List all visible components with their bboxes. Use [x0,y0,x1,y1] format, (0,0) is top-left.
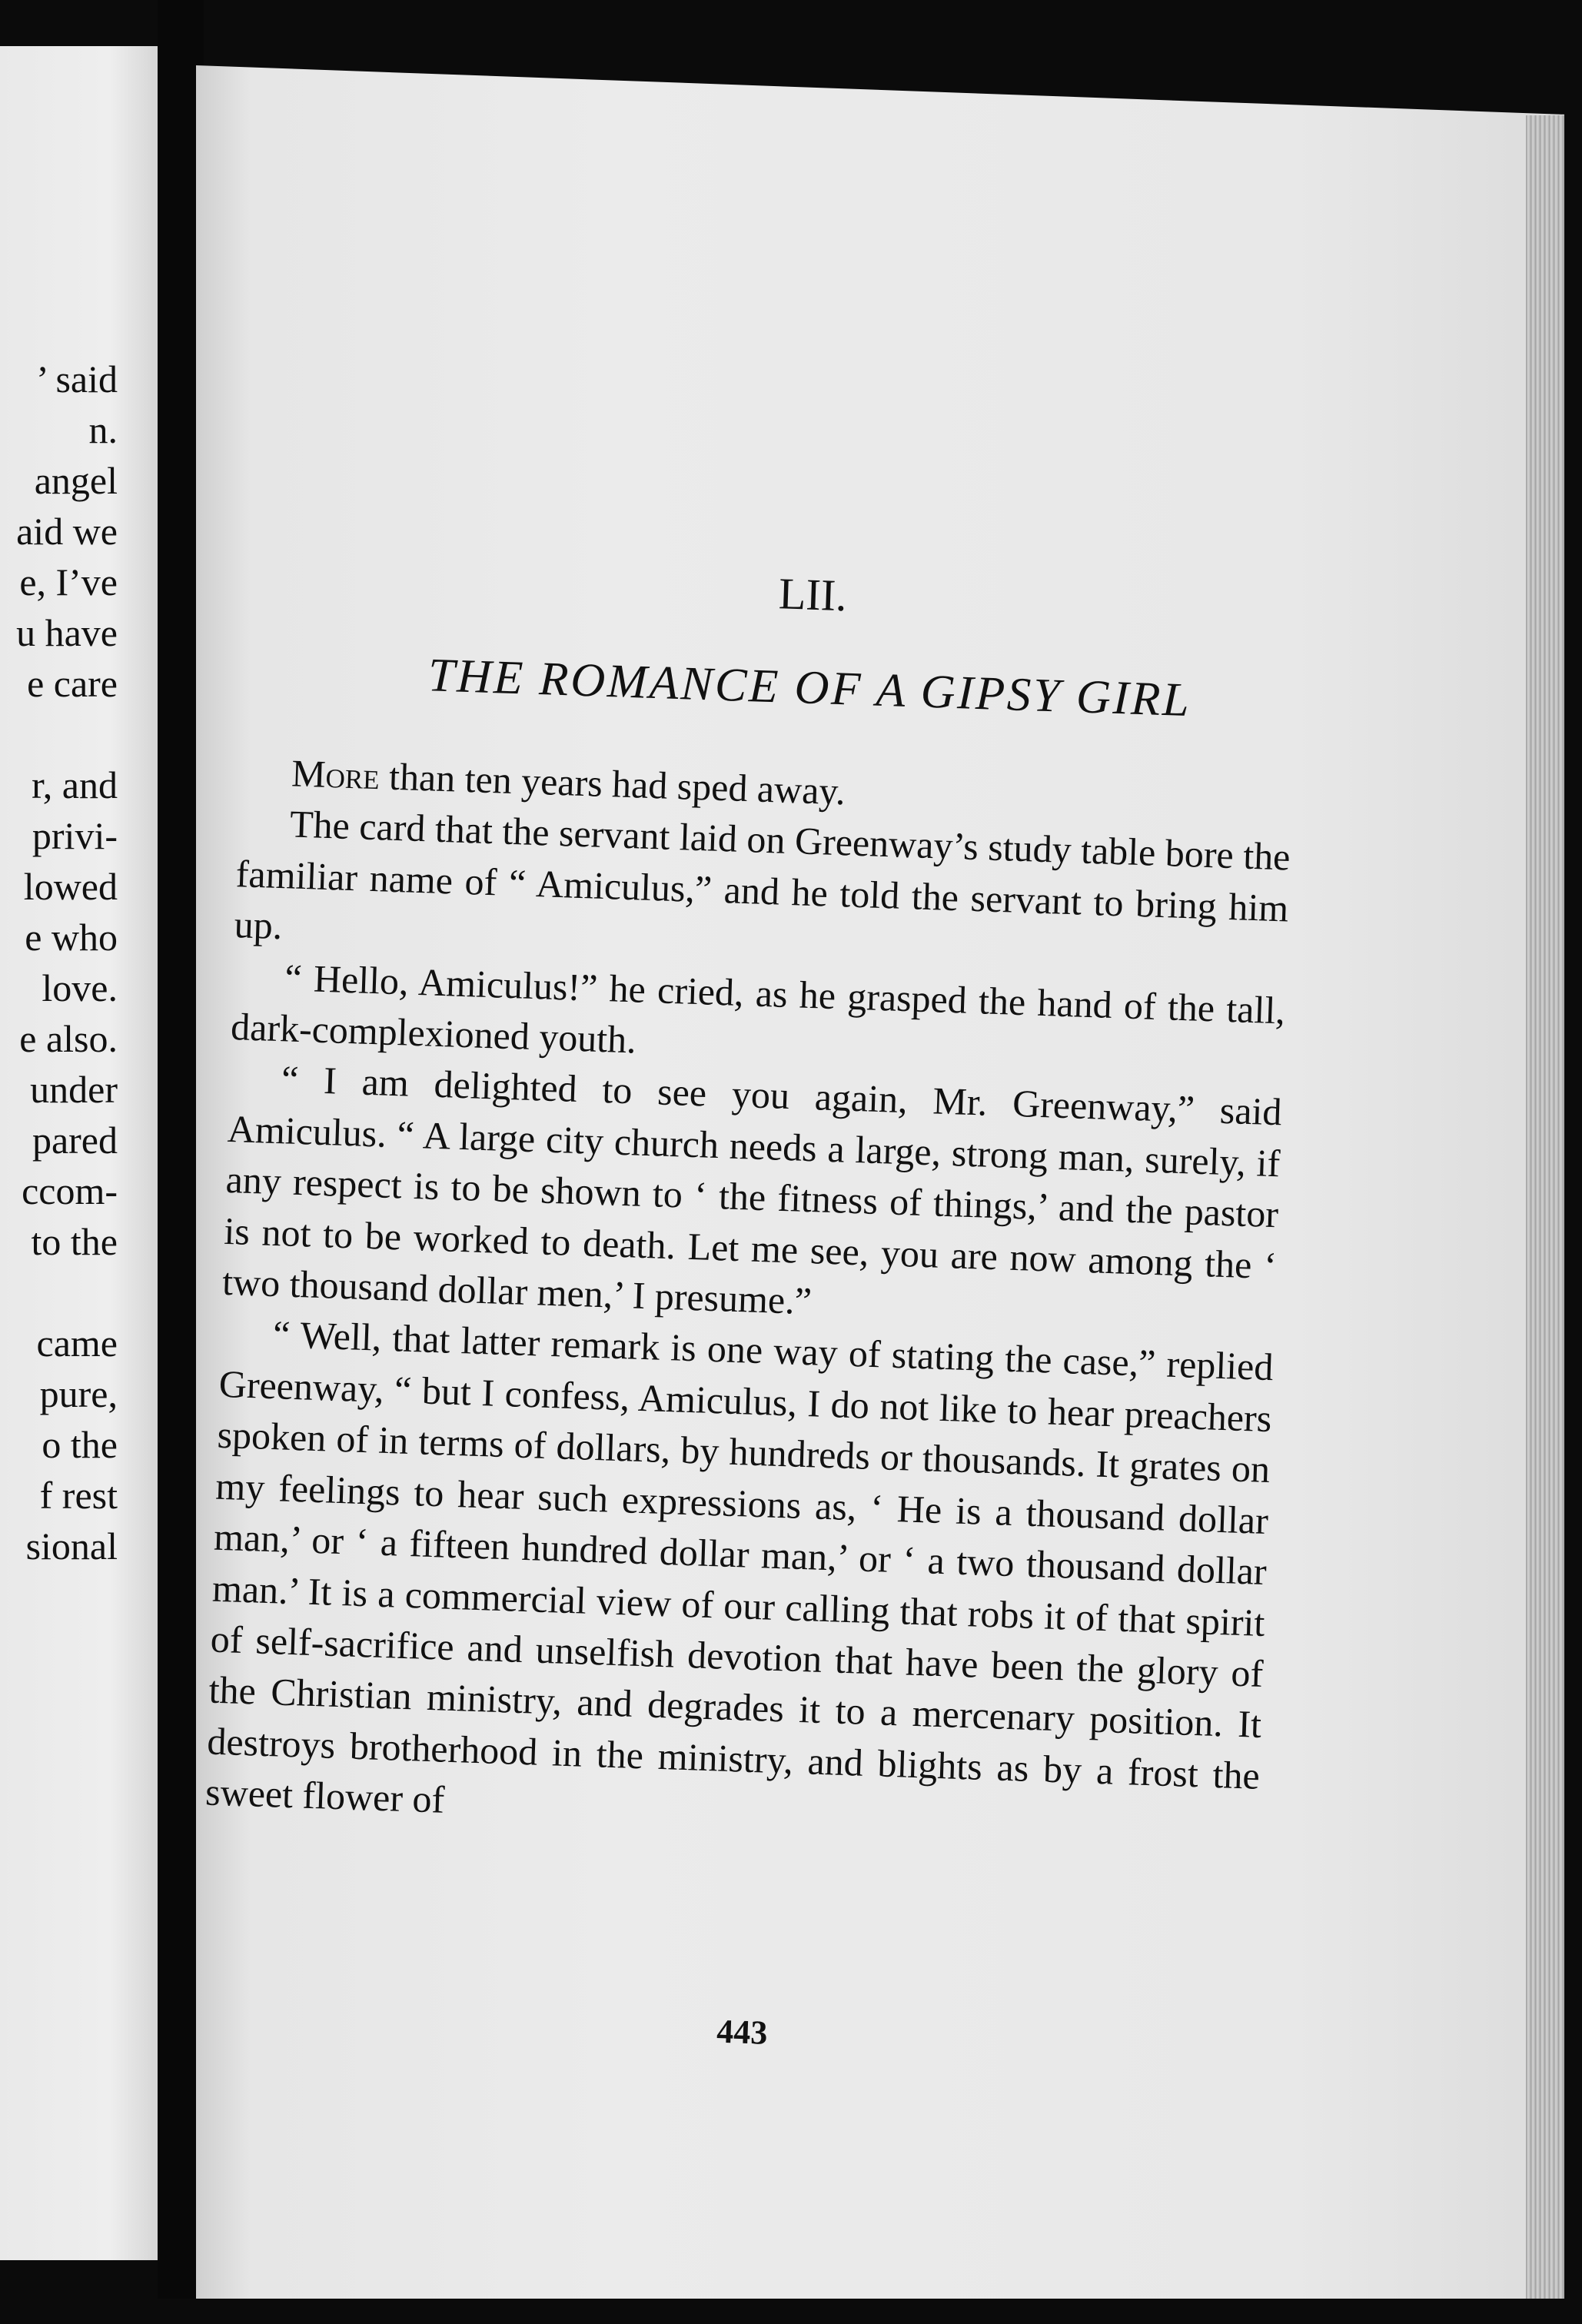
chapter-number: LII. [778,568,848,621]
paragraph: “ I am delighted to see you again, Mr. Greenway,” said Amiculus. “ A large city church needs a large, strong man, surely, if any respect is to be shown to ‘ the fitness of things,’ and the pastor is not to be worked to death. Let me see, you are now among the ‘ two thousand dollar men,’ I presume.” [221,1057,1283,1323]
previous-page-line: under [30,1068,118,1111]
previous-page-line: e also. [19,1017,118,1060]
previous-page-line: love. [42,966,118,1009]
previous-page-line: o the [42,1423,118,1466]
previous-page-line: aid we [16,510,118,553]
previous-page-line: e care [27,662,118,705]
paragraph: The card that the servant laid on Greenway’s study table bore the familiar name of “ Amiculus,” and he told the servant to bring him up. [233,802,1291,948]
previous-page-line: n. [88,408,118,451]
paragraph: “ Hello, Amiculus!” he cried, as he grasped the hand of the tall, dark-complexioned youth. [230,955,1286,1062]
previous-page-line: ccom- [22,1169,118,1212]
previous-page-line: privi- [32,814,118,857]
paragraph: More than ten years had sped away. [291,751,846,813]
previous-page-line: angel [34,459,118,502]
previous-page-line: lowed [23,865,118,908]
previous-page-line: u have [16,611,118,654]
page-number: 443 [716,2012,769,2052]
previous-page-line: sional [25,1524,118,1568]
previous-page-line: ’ said [36,357,118,401]
previous-page-line: came [36,1322,118,1365]
body-text [204,746,1292,1852]
previous-page-line: e, I’ve [19,560,118,603]
drop-word: More [291,751,381,798]
previous-page-line: r, and [32,763,118,806]
previous-page-line: f rest [39,1474,118,1517]
previous-page-line: pure, [39,1372,118,1415]
paragraph: “ Well, that latter remark is one way of stating the case,” replied Greenway, “ but I confess, Amiculus, I do not like to hear preachers spoken of in terms of dollars, by hundreds or thousands. It grates on my feelings to hear such expressions as, ‘ He is a thousand dollar man,’ or ‘ a fifteen hundred dollar man,’ or ‘ a two thousand dollar man.’ It is a commercial view of our calling that robs it of that spirit of self-sacrifice and unselfish devotion that have been the glory of the Christian ministry, and degrades it to a mercenary position. It destroys brotherhood in the ministry, and blights as by a frost the sweet flower of [204,1312,1275,1821]
previous-page-line: pared [32,1119,118,1162]
previous-page-line: e who [25,916,118,959]
chapter-title: THE ROMANCE OF A GIPSY GIRL [427,649,1192,727]
previous-page-line: to the [31,1220,118,1263]
